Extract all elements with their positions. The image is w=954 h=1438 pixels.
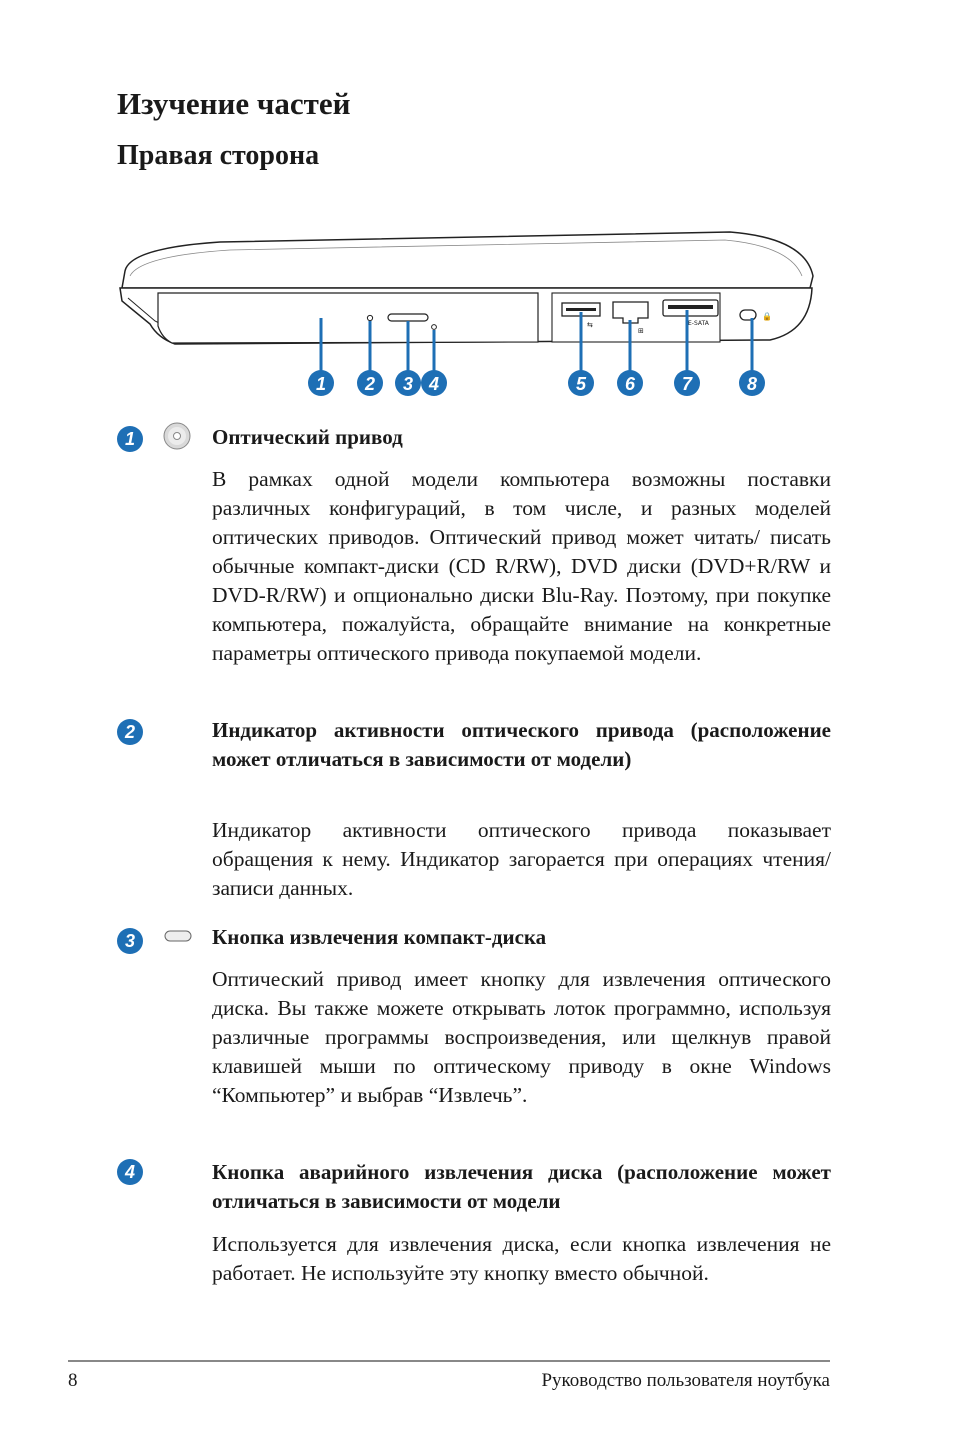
section-number-2: 2 (117, 719, 143, 745)
page-title: Изучение частей (117, 86, 351, 121)
section-heading-2: Индикатор активности оптического привода (расположение может отличаться в зависимости от модели) (212, 718, 831, 771)
footer-title: Руководство пользователя ноутбука (541, 1370, 830, 1391)
callout-label-2: 2 (364, 374, 376, 394)
section-heading-4: Кнопка аварийного извлечения диска (расположение может отличаться в зависимости от модели (212, 1160, 831, 1213)
svg-text:⇆: ⇆ (587, 321, 593, 329)
drive-indicator-led (367, 315, 372, 320)
optical-drive-bay (158, 293, 538, 343)
kensington-lock-slot (740, 310, 756, 320)
callout-label-6: 6 (624, 374, 636, 394)
section-number-3: 3 (117, 928, 143, 954)
callout-label-4: 4 (428, 374, 440, 394)
eject-button-icon (164, 929, 192, 943)
section-text-2: Индикатор активности оптического привода показывает обращения к нему. Индикатор загорается при операциях чтения/записи данных. (212, 818, 831, 900)
section-heading-3: Кнопка извлечения компакт-диска (212, 925, 547, 949)
callout-label-5: 5 (575, 374, 587, 394)
callout-label-1: 1 (315, 374, 327, 394)
callout-label-8: 8 (746, 374, 758, 394)
callout-label-3: 3 (402, 374, 414, 394)
esata-label: E-SATA (688, 320, 709, 327)
section-number-4: 4 (117, 1159, 143, 1185)
page-number: 8 (68, 1370, 78, 1391)
optical-disc-icon (162, 421, 192, 451)
svg-text:⊞: ⊞ (638, 327, 644, 335)
svg-text:🔒: 🔒 (762, 312, 772, 321)
eject-button (388, 314, 428, 321)
callout-label-7: 7 (681, 374, 693, 394)
laptop-right-side-diagram (110, 226, 830, 406)
section-text-4: Используется для извлечения диска, если кнопка извлечения не работает. Не используйте эту кнопку вместо обычной. (212, 1232, 831, 1285)
footer-divider (68, 1360, 830, 1362)
section-heading-1: Оптический привод (212, 425, 403, 449)
section-number-1: 1 (117, 426, 143, 452)
section-text-3: Оптический привод имеет кнопку для извлечения оптического диска. Вы также можете открывать лоток программно, используя различные программы воспроизведения, или щелкнув правой клавишей мыши по оптическому приводу в окне Windows “Компьютер” и выбрав “Извлечь”. (212, 967, 831, 1107)
emergency-eject-hole (432, 325, 437, 330)
page-subtitle: Правая сторона (117, 140, 320, 171)
section-text-1: В рамках одной модели компьютера возможны поставки различных конфигураций, в том числе, и разных моделей оптических приводов. Оптический привод может читать/ писать обычные компакт-диски (CD R/RW), DVD диски (DVD+R/RW и DVD-R/RW) и опционально диски Blu-Ray. Поэтому, при покупке компьютера, пожалуйста, обращайте внимание на конкретные параметры оптического привода покупаемой модели. (212, 467, 831, 665)
